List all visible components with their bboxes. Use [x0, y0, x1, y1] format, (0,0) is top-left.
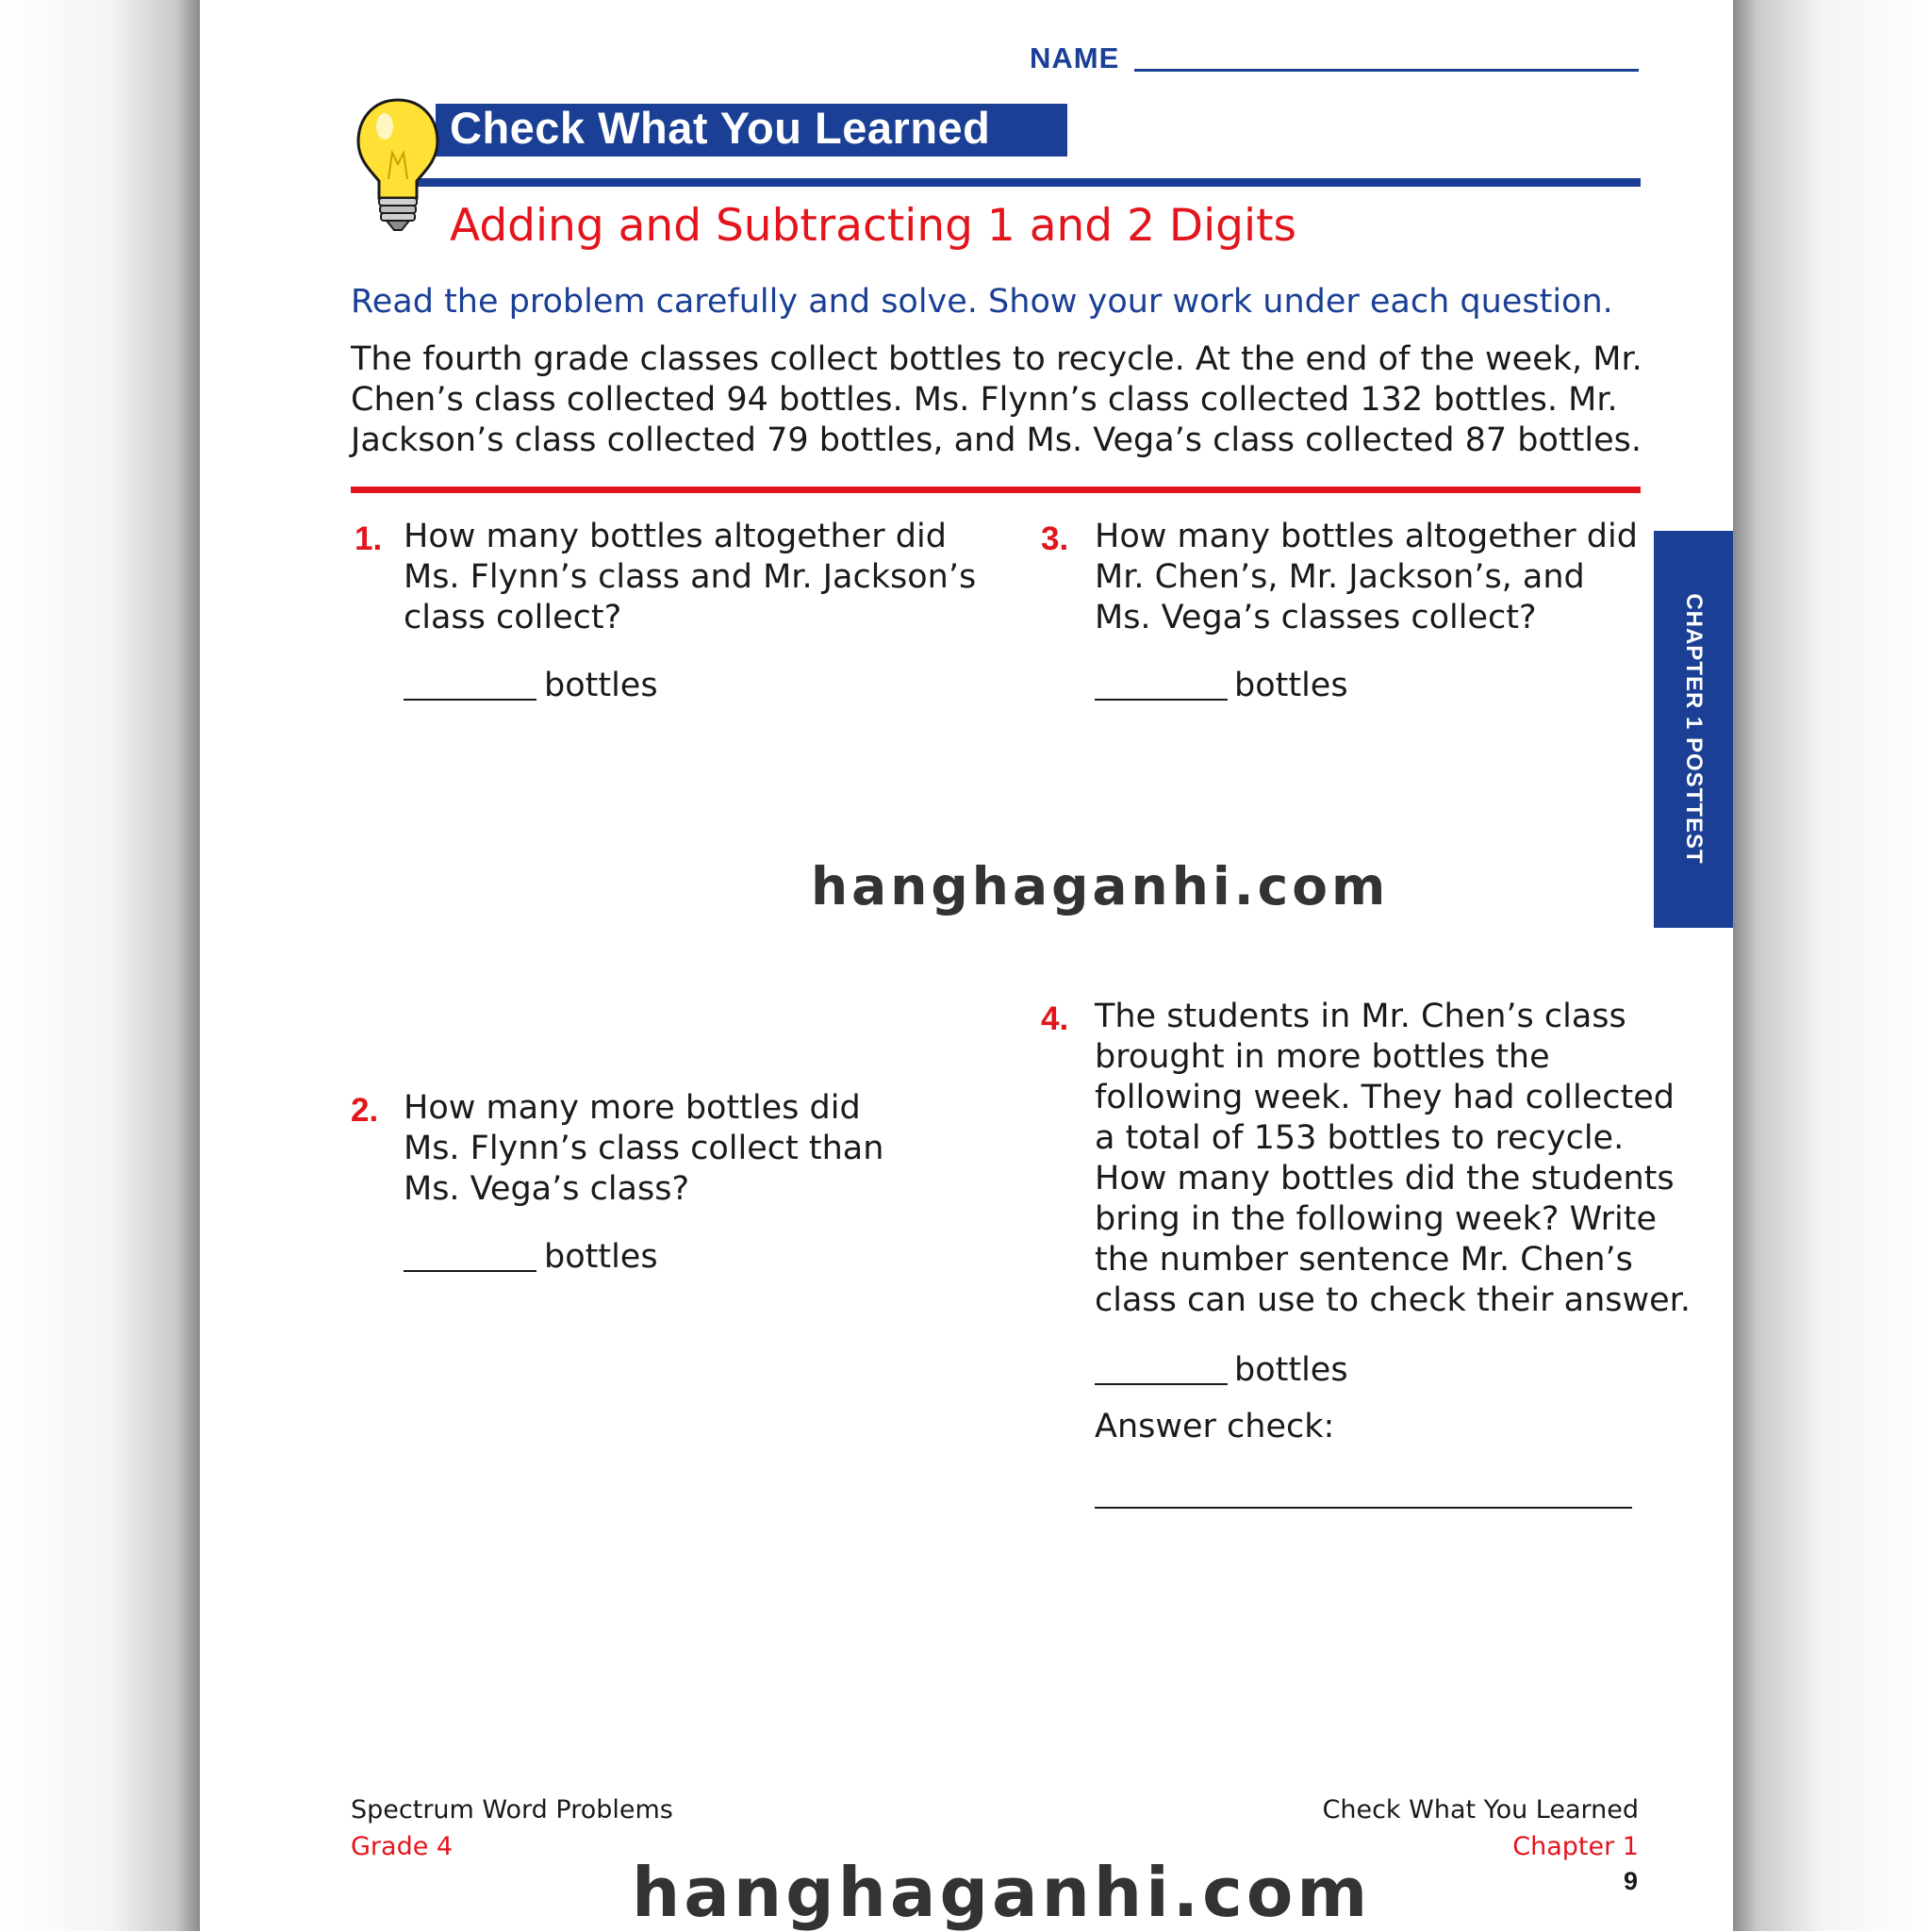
- question-3-unit: bottles: [1234, 667, 1348, 704]
- footer-section-title: Check What You Learned: [1322, 1795, 1639, 1825]
- page-subtitle: Adding and Subtracting 1 and 2 Digits: [450, 200, 1296, 252]
- name-label: NAME: [1030, 41, 1120, 74]
- question-2-line: Ms. Vega’s class?: [404, 1170, 690, 1208]
- page-number: 9: [1624, 1867, 1639, 1895]
- question-4-unit: bottles: [1234, 1351, 1348, 1389]
- question-4-line: following week. They had collected: [1095, 1079, 1675, 1116]
- question-2-line: How many more bottles did: [404, 1089, 861, 1127]
- question-2-answer-blank[interactable]: [404, 1270, 536, 1272]
- watermark-middle: hanghaganhi.com: [811, 856, 1390, 916]
- lightbulb-icon: [351, 94, 445, 236]
- question-1-unit: bottles: [544, 667, 658, 704]
- story-divider: [351, 487, 1641, 493]
- question-4-line: bring in the following week? Write: [1095, 1200, 1657, 1238]
- page-edge-shadow-right: [1733, 0, 1931, 1931]
- question-3-answer-blank[interactable]: [1095, 699, 1228, 701]
- question-3-text: [1095, 517, 1638, 638]
- instructions: Read the problem carefully and solve. Show your work under each question.: [351, 283, 1613, 321]
- question-4-line: How many bottles did the students: [1095, 1160, 1675, 1197]
- story-problem: The fourth grade classes collect bottles to recycle. At the end of the week, Mr. Chen’s class collected 94 bottles. Ms. Flynn’s class collected 132 bottles. Mr. Jackson’s class collected 79 bottles, and Ms. Vega’s class collected 87 bottles.: [351, 340, 1642, 459]
- question-4-line: class can use to check their answer.: [1095, 1281, 1691, 1319]
- title-rule: [415, 178, 1641, 187]
- question-1-line: Ms. Flynn’s class and Mr. Jackson’s: [404, 558, 977, 596]
- question-4-text: [1095, 997, 1691, 1321]
- question-1-answer-blank[interactable]: [404, 699, 536, 701]
- question-3-line: Mr. Chen’s, Mr. Jackson’s, and: [1095, 558, 1585, 596]
- question-4-line: The students in Mr. Chen’s class: [1095, 998, 1626, 1035]
- name-write-line[interactable]: [1134, 69, 1639, 72]
- question-2-line: Ms. Flynn’s class collect than: [404, 1130, 884, 1167]
- chapter-side-tab-label: CHAPTER 1 POSTTEST: [1681, 593, 1707, 865]
- footer-book-title: Spectrum Word Problems: [351, 1795, 673, 1825]
- page-edge-shadow-left: [0, 0, 200, 1931]
- page-title: Check What You Learned: [450, 103, 991, 153]
- footer-grade: Grade 4: [351, 1832, 454, 1861]
- question-4-answer-blank[interactable]: [1095, 1383, 1228, 1385]
- question-1-line: class collect?: [404, 599, 622, 636]
- answer-check-blank[interactable]: [1095, 1507, 1632, 1509]
- footer-chapter: Chapter 1: [1512, 1832, 1639, 1861]
- question-1-number: 1.: [355, 520, 383, 557]
- question-2-text: [404, 1088, 883, 1210]
- question-3-line: How many bottles altogether did: [1095, 518, 1638, 555]
- question-2-number: 2.: [351, 1092, 379, 1129]
- question-4-line: a total of 153 bottles to recycle.: [1095, 1119, 1625, 1157]
- question-1-line: How many bottles altogether did: [404, 518, 947, 555]
- question-3-line: Ms. Vega’s classes collect?: [1095, 599, 1537, 636]
- question-2-unit: bottles: [544, 1238, 658, 1276]
- answer-check-label: Answer check:: [1095, 1408, 1335, 1445]
- question-3-number: 3.: [1041, 520, 1069, 557]
- question-1-text: [404, 517, 976, 638]
- watermark-bottom: hanghaganhi.com: [632, 1853, 1372, 1932]
- question-4-number: 4.: [1041, 1000, 1069, 1037]
- question-4-line: the number sentence Mr. Chen’s: [1095, 1241, 1633, 1279]
- question-4-line: brought in more bottles the: [1095, 1038, 1550, 1076]
